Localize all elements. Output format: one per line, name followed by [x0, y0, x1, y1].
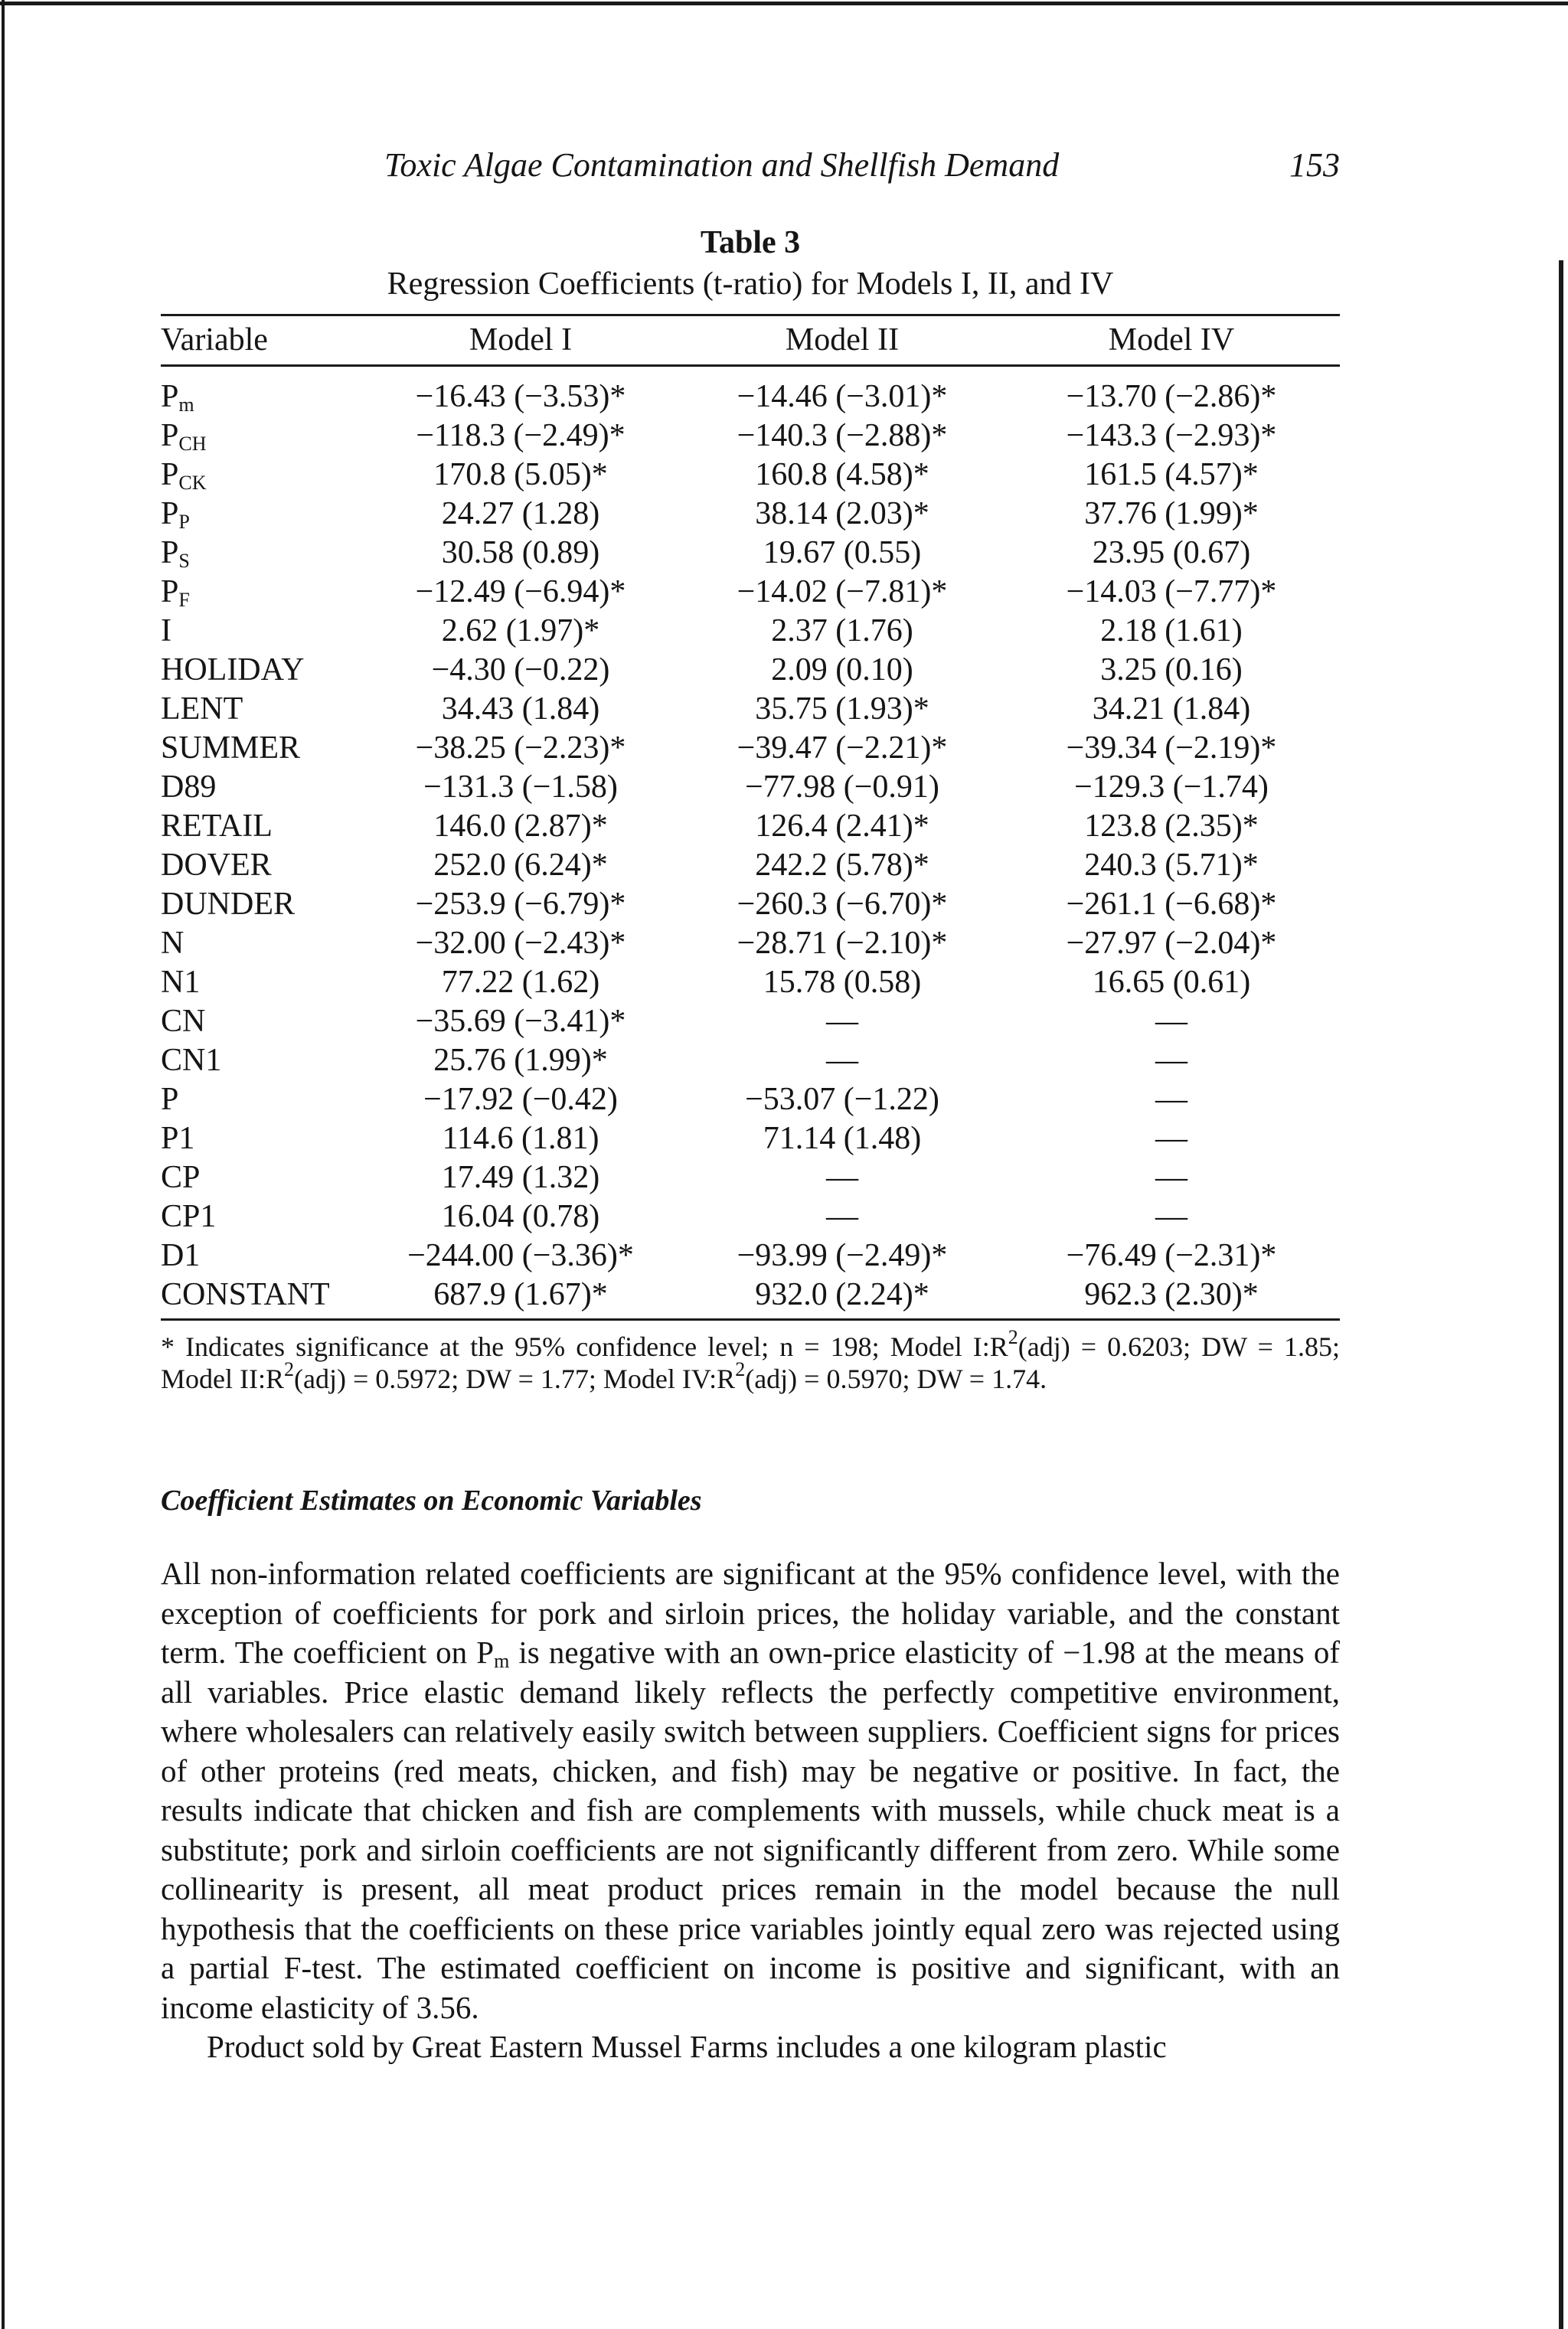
table-row — [161, 416, 1340, 456]
footnote-superscript: 2 — [283, 1358, 294, 1380]
footnote-text: * Indicates significance at the 95% confidence level; n = 198; Model I:R — [161, 1331, 1008, 1362]
footnote-text: (adj) = 0.5972; DW = 1.77; Model IV:R — [293, 1364, 736, 1394]
cell-model-1: 16.04 (0.78) — [441, 1199, 600, 1234]
footnote-superscript: 2 — [1008, 1326, 1018, 1348]
cell-model-2: — — [826, 1199, 858, 1234]
cell-model-4: −13.70 (−2.86)* — [1066, 379, 1277, 414]
cell-model-2: 160.8 (4.58)* — [755, 457, 929, 492]
table-row — [161, 364, 1340, 416]
cell-model-1: 687.9 (1.67)* — [433, 1277, 608, 1312]
table-row — [161, 1158, 1340, 1197]
cell-model-2: 2.09 (0.10) — [771, 652, 913, 688]
cell-model-1: −32.00 (−2.43)* — [415, 926, 626, 961]
paragraph-text: is negative with an own-price elasticity of −1.98 at the means of all variables. Price elastic demand likely reflects the perfectly competitive environment, where wholesalers can relatively easily switch between suppliers. Coefficient signs for prices of other proteins (red meats, chicken, and fish) may be negative or positive. In fact, the results indicate that chicken and fish are complements with mussels, while chuck meat is a substitute; pork and sirloin coefficients are not significantly different from zero. While some collinearity is present, all meat product prices remain in the model because the null hypothesis that the coefficients on these price variables jointly equal zero was rejected using a partial F-test. The estimated coefficient on income is positive and significant, with an income elasticity of 3.56. — [161, 1635, 1340, 2025]
table-row — [161, 768, 1340, 807]
table-row — [161, 1119, 1340, 1158]
cell-model-1: −12.49 (−6.94)* — [415, 574, 626, 609]
cell-model-4: 2.18 (1.61) — [1100, 613, 1243, 648]
cell-model-2: −28.71 (−2.10)* — [737, 926, 948, 961]
cell-model-1: −17.92 (−0.42) — [423, 1082, 618, 1117]
table-row — [161, 690, 1340, 729]
cell-variable: D1 — [161, 1238, 201, 1273]
cell-model-2: −93.99 (−2.49)* — [737, 1238, 948, 1273]
cell-model-2: 126.4 (2.41)* — [755, 808, 929, 844]
cell-model-4: 16.65 (0.61) — [1092, 965, 1251, 1000]
cell-model-2: 242.2 (5.78)* — [755, 848, 929, 883]
table-row — [161, 573, 1340, 612]
cell-variable: N1 — [161, 965, 201, 1000]
column-header-model-1: Model I — [469, 322, 573, 358]
regression-table — [161, 316, 1340, 1315]
cell-model-4: — — [1155, 1043, 1187, 1078]
cell-model-4: −14.03 (−7.77)* — [1066, 574, 1277, 609]
cell-variable: SUMMER — [161, 730, 301, 766]
cell-model-2: −140.3 (−2.88)* — [737, 418, 948, 453]
cell-model-1: −4.30 (−0.22) — [431, 652, 610, 688]
cell-model-2: 15.78 (0.58) — [763, 965, 922, 1000]
cell-model-2: 19.67 (0.55) — [763, 535, 922, 570]
cell-model-1: 146.0 (2.87)* — [433, 808, 608, 844]
column-header-variable: Variable — [161, 322, 268, 358]
cell-variable: CP — [161, 1160, 201, 1195]
table-row — [161, 885, 1340, 924]
cell-variable: LENT — [161, 691, 243, 727]
cell-model-4: 962.3 (2.30)* — [1084, 1277, 1259, 1312]
cell-model-2: −39.47 (−2.21)* — [737, 730, 948, 766]
cell-model-4: −261.1 (−6.68)* — [1066, 887, 1277, 922]
cell-model-4: 240.3 (5.71)* — [1084, 848, 1259, 883]
cell-model-4: — — [1155, 1004, 1187, 1039]
cell-variable: $P_S$ — [161, 535, 190, 572]
cell-model-1: 252.0 (6.24)* — [433, 848, 608, 883]
table-row — [161, 1276, 1340, 1315]
paragraph — [161, 1554, 1340, 2027]
footnote-text: (adj) = 0.6203; DW = 1.85; Model II:R — [161, 1331, 1340, 1394]
table-body — [161, 364, 1340, 1315]
cell-model-1: −38.25 (−2.23)* — [415, 730, 626, 766]
cell-variable: P — [161, 1082, 179, 1117]
page-number: 153 — [1289, 146, 1340, 184]
table-row — [161, 846, 1340, 885]
table-row — [161, 963, 1340, 1002]
table-row — [161, 729, 1340, 768]
cell-variable: $P_m$ — [161, 379, 194, 416]
cell-variable: RETAIL — [161, 808, 273, 844]
table-row — [161, 612, 1340, 651]
cell-variable: $P_P$ — [161, 496, 190, 533]
cell-model-2: −14.02 (−7.81)* — [737, 574, 948, 609]
table-row — [161, 1002, 1340, 1041]
table-caption — [161, 222, 1340, 305]
table-row — [161, 924, 1340, 963]
cell-model-4: −39.34 (−2.19)* — [1066, 730, 1277, 766]
table-row — [161, 456, 1340, 495]
cell-model-2: 2.37 (1.76) — [771, 613, 913, 648]
cell-model-4: — — [1155, 1082, 1187, 1117]
cell-model-4: −143.3 (−2.93)* — [1066, 418, 1277, 453]
table-title: Regression Coefficients (t-ratio) for Models I, II, and IV — [387, 266, 1114, 302]
scan-border-top — [0, 2, 1568, 5]
cell-model-4: — — [1155, 1160, 1187, 1195]
cell-variable: HOLIDAY — [161, 652, 305, 688]
cell-model-4: 161.5 (4.57)* — [1084, 457, 1259, 492]
cell-variable: CN1 — [161, 1043, 222, 1078]
cell-model-1: 170.8 (5.05)* — [433, 457, 608, 492]
cell-model-1: 24.27 (1.28) — [441, 496, 600, 531]
table-row — [161, 807, 1340, 846]
cell-model-1: −16.43 (−3.53)* — [415, 379, 626, 414]
section-heading: Coefficient Estimates on Economic Variables — [161, 1485, 702, 1517]
cell-model-2: −53.07 (−1.22) — [745, 1082, 939, 1117]
column-header-model-2: Model II — [785, 322, 900, 358]
cell-model-1: 114.6 (1.81) — [442, 1121, 599, 1156]
cell-model-4: 123.8 (2.35)* — [1084, 808, 1259, 844]
cell-model-1: 30.58 (0.89) — [441, 535, 600, 570]
column-header-model-4: Model IV — [1108, 322, 1235, 358]
cell-variable: P1 — [161, 1121, 195, 1156]
cell-variable: $P_F$ — [161, 574, 190, 611]
cell-model-4: −76.49 (−2.31)* — [1066, 1238, 1277, 1273]
cell-model-4: −27.97 (−2.04)* — [1066, 926, 1277, 961]
cell-model-1: 25.76 (1.99)* — [433, 1043, 608, 1078]
cell-model-1: 17.49 (1.32) — [441, 1160, 600, 1195]
footnote-text: (adj) = 0.5970; DW = 1.74. — [745, 1364, 1047, 1394]
cell-variable: $P_{CK}$ — [161, 457, 207, 494]
table-row — [161, 651, 1340, 690]
paragraph: Product sold by Great Eastern Mussel Farms includes a one kilogram plastic — [207, 2029, 1167, 2064]
cell-model-1: 77.22 (1.62) — [441, 965, 600, 1000]
cell-variable: CN — [161, 1004, 206, 1039]
cell-variable: CONSTANT — [161, 1277, 330, 1312]
cell-model-1: −35.69 (−3.41)* — [415, 1004, 626, 1039]
cell-model-2: — — [826, 1160, 858, 1195]
cell-model-4: 3.25 (0.16) — [1100, 652, 1243, 688]
cell-model-4: 37.76 (1.99)* — [1084, 496, 1259, 531]
body-text — [161, 1554, 1340, 2067]
cell-variable: I — [161, 613, 172, 648]
cell-model-4: — — [1155, 1199, 1187, 1234]
cell-model-2: — — [826, 1004, 858, 1039]
cell-model-2: 35.75 (1.93)* — [755, 691, 929, 727]
cell-model-2: 71.14 (1.48) — [763, 1121, 922, 1156]
cell-variable: DOVER — [161, 848, 272, 883]
running-title: Toxic Algae Contamination and Shellfish Demand — [384, 146, 1060, 184]
cell-model-1: −253.9 (−6.79)* — [415, 887, 626, 922]
paragraph-text: All non-information related coefficients are significant at the 95% confidence level, with the exception of coefficients for pork and sirloin prices, the holiday variable, and the constant term. The coefficient on P — [161, 1556, 1340, 1670]
table-header-row — [161, 316, 1340, 364]
cell-model-1: 2.62 (1.97)* — [441, 613, 600, 648]
cell-model-4: — — [1155, 1121, 1187, 1156]
cell-model-2: — — [826, 1043, 858, 1078]
cell-model-4: 23.95 (0.67) — [1092, 535, 1251, 570]
cell-model-4: −129.3 (−1.74) — [1074, 769, 1269, 805]
cell-model-4: 34.21 (1.84) — [1092, 691, 1251, 727]
table-footnote — [161, 1326, 1340, 1395]
footnote-superscript: 2 — [735, 1358, 746, 1380]
scan-border-right — [1559, 260, 1563, 2329]
table-row — [161, 1080, 1340, 1119]
table-row — [161, 1041, 1340, 1080]
table-row — [161, 495, 1340, 534]
cell-model-2: −77.98 (−0.91) — [745, 769, 939, 805]
subscript: m — [494, 1650, 510, 1672]
cell-model-1: 34.43 (1.84) — [441, 691, 600, 727]
cell-model-2: 932.0 (2.24)* — [755, 1277, 929, 1312]
cell-variable: DUNDER — [161, 887, 295, 922]
cell-variable: D89 — [161, 769, 217, 805]
table-row — [161, 1197, 1340, 1236]
cell-variable: N — [161, 926, 185, 961]
cell-variable: CP1 — [161, 1199, 217, 1234]
cell-model-2: 38.14 (2.03)* — [755, 496, 929, 531]
cell-model-1: −118.3 (−2.49)* — [416, 418, 626, 453]
cell-model-1: −244.00 (−3.36)* — [407, 1238, 634, 1273]
cell-model-2: −14.46 (−3.01)* — [737, 379, 948, 414]
cell-model-2: −260.3 (−6.70)* — [737, 887, 948, 922]
table-bottom-rule — [161, 1318, 1340, 1321]
scan-border-left — [2, 0, 5, 2329]
running-header — [161, 145, 1340, 191]
cell-model-1: −131.3 (−1.58) — [423, 769, 618, 805]
cell-variable: $P_{CH}$ — [161, 418, 207, 455]
table-label: Table 3 — [700, 225, 801, 260]
table-row — [161, 1236, 1340, 1276]
table-row — [161, 534, 1340, 573]
